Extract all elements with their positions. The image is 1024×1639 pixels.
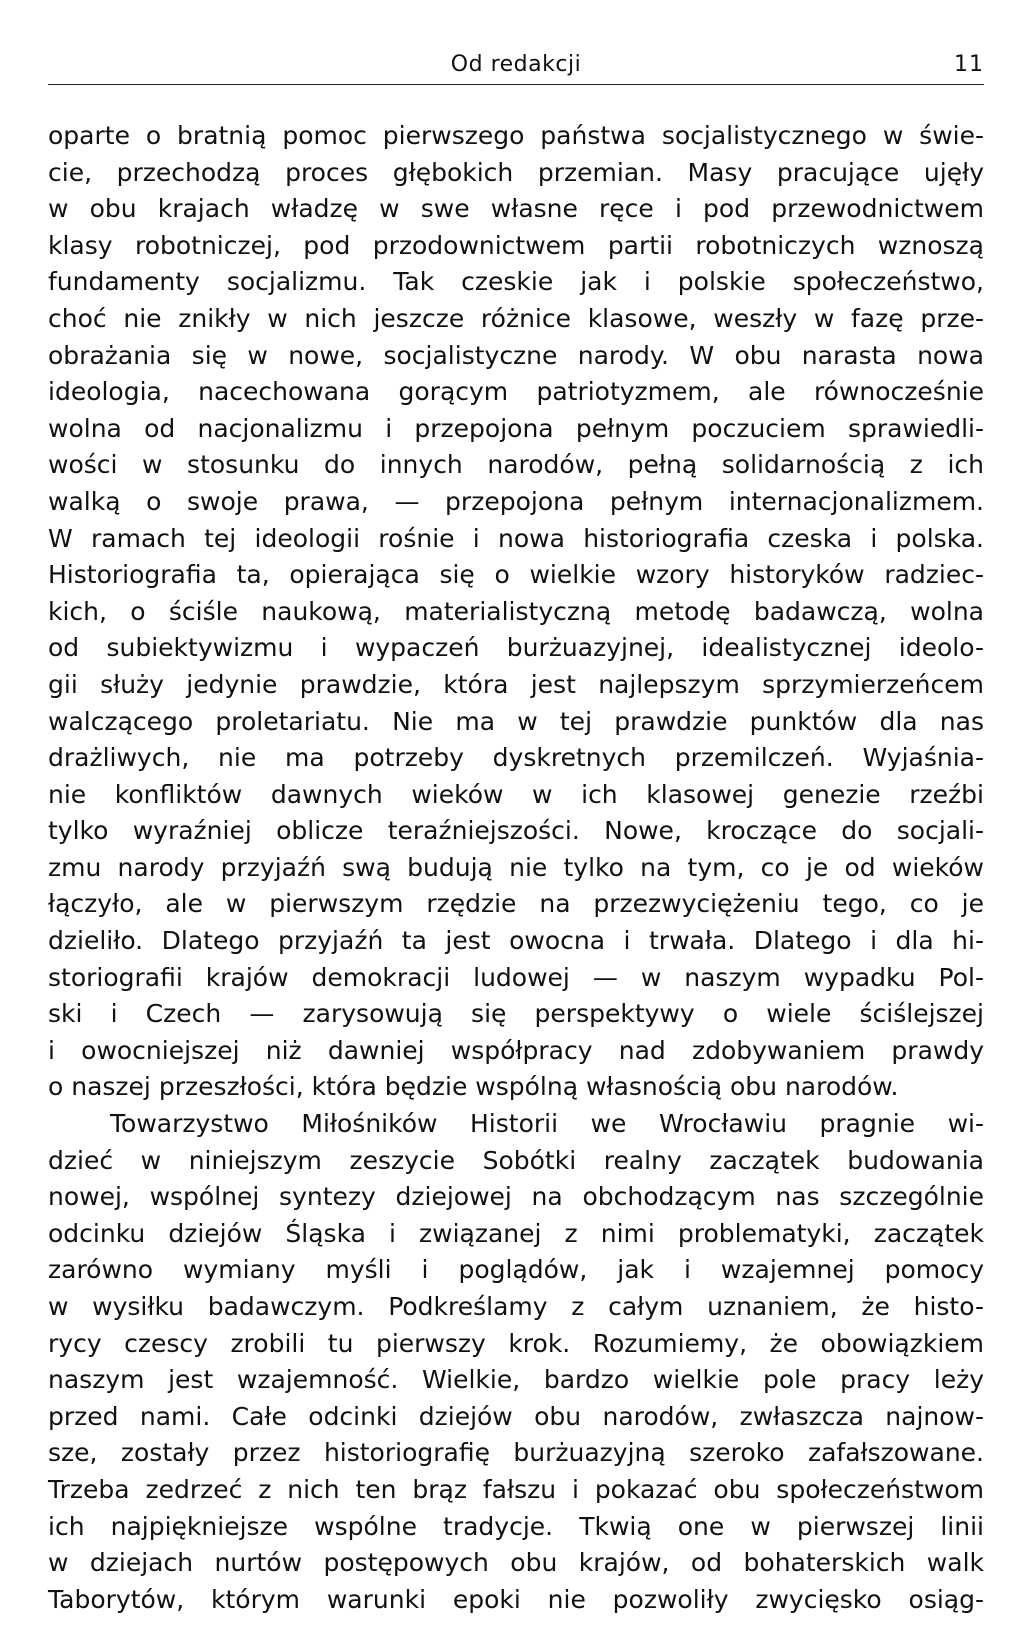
text-line: nie konfliktów dawnych wieków w ich klasowej genezie rzeźbi — [48, 779, 984, 809]
text-line: W ramach tej ideologii rośnie i nowa historiografia czeska i polska. — [48, 523, 984, 553]
text-line: naszym jest wzajemność. Wielkie, bardzo wielkie pole pracy leży — [48, 1365, 984, 1395]
text-line: rycy czescy zrobili tu pierwszy krok. Rozumiemy, że obowiązkiem — [48, 1328, 984, 1358]
text-line: klasy robotniczej, pod przodownictwem partii robotniczych wznoszą — [48, 230, 984, 260]
text-line: kich, o ściśle naukową, materialistyczną metodę badawczą, wolna — [48, 596, 984, 626]
text-line-paragraph-start: Towarzystwo Miłośników Historii we Wrocławiu pragnie wi- — [110, 1109, 984, 1139]
body-text — [48, 118, 984, 1618]
text-line: fundamenty socjalizmu. Tak czeskie jak i polskie społeczeństwo, — [48, 267, 984, 297]
text-line: zarówno wymiany myśli i poglądów, jak i wzajemnej pomocy — [48, 1255, 984, 1285]
text-line: i owocniejszej niż dawniej współpracy nad zdobywaniem prawdy — [48, 1035, 984, 1065]
text-line: ski i Czech — zarysowują się perspektywy o wiele ściślejszej — [48, 999, 984, 1029]
text-line: w obu krajach władzę w swe własne ręce i pod przewodnictwem — [48, 194, 984, 224]
text-line: przed nami. Całe odcinki dziejów obu narodów, zwłaszcza najnow- — [48, 1401, 984, 1431]
text-line: gii służy jedynie prawdzie, która jest najlepszym sprzymierzeńcem — [48, 669, 984, 699]
text-line: wości w stosunku do innych narodów, pełną solidarnością z ich — [48, 450, 984, 480]
text-line: odcinku dziejów Śląska i związanej z nimi problematyki, zaczątek — [48, 1218, 984, 1248]
text-line: od subiektywizmu i wypaczeń burżuazyjnej, idealistycznej ideolo- — [48, 633, 984, 663]
text-line: Taborytów, którym warunki epoki nie pozwoliły zwycięsko osiąg- — [48, 1584, 984, 1614]
text-line: nowej, wspólnej syntezy dziejowej na obchodzącym nas szczególnie — [48, 1182, 984, 1212]
text-line: dzieć w niniejszym zeszycie Sobótki realny zaczątek budowania — [48, 1145, 984, 1175]
text-line: w dziejach nurtów postępowych obu krajów, od bohaterskich walk — [48, 1548, 984, 1578]
text-line: obrażania się w nowe, socjalistyczne narody. W obu narasta nowa — [48, 340, 984, 370]
text-line: dzieliło. Dlatego przyjaźń ta jest owocna i trwała. Dlatego i dla hi- — [48, 926, 984, 956]
running-head — [48, 52, 984, 82]
text-line: tylko wyraźniej oblicze teraźniejszości. Nowe, kroczące do socjali- — [48, 816, 984, 846]
text-line: walką o swoje prawa, — przepojona pełnym internacjonalizmem. — [48, 486, 984, 516]
header-rule — [48, 84, 984, 85]
text-line: storiografii krajów demokracji ludowej — w naszym wypadku Pol- — [48, 962, 984, 992]
text-line: łączyło, ale w pierwszym rzędzie na przezwyciężeniu tego, co je — [48, 889, 984, 919]
text-line: ich najpiękniejsze wspólne tradycje. Tkwią one w pierwszej linii — [48, 1511, 984, 1541]
running-title: Od redakcji — [450, 52, 582, 77]
text-line-paragraph-end: o naszej przeszłości, która będzie wspólną własnością obu narodów. — [48, 1072, 899, 1102]
page-number: 11 — [954, 52, 984, 77]
text-line: walczącego proletariatu. Nie ma w tej prawdzie punktów dla nas — [48, 706, 984, 736]
text-line: choć nie znikły w nich jeszcze różnice klasowe, weszły w fazę prze- — [48, 303, 984, 333]
text-line: oparte o bratnią pomoc pierwszego państwa socjalistycznego w świe- — [48, 121, 984, 150]
text-line: ideologia, nacechowana gorącym patriotyzmem, ale równocześnie — [48, 377, 984, 407]
text-line: zmu narody przyjaźń swą budują nie tylko na tym, co je od wieków — [48, 852, 984, 882]
text-line: Historiografia ta, opierająca się o wielkie wzory historyków radziec- — [48, 560, 984, 590]
text-line: sze, zostały przez historiografię burżuazyjną szeroko zafałszowane. — [48, 1438, 984, 1468]
text-line: drażliwych, nie ma potrzeby dyskretnych przemilczeń. Wyjaśnia- — [48, 743, 984, 773]
text-line: cie, przechodzą proces głębokich przemian. Masy pracujące ujęły — [48, 157, 984, 187]
text-line: Trzeba zedrzeć z nich ten brąz fałszu i pokazać obu społeczeństwom — [48, 1474, 984, 1504]
text-line: wolna od nacjonalizmu i przepojona pełnym poczuciem sprawiedli- — [48, 413, 984, 443]
text-line: w wysiłku badawczym. Podkreślamy z całym uznaniem, że histo- — [48, 1292, 984, 1321]
